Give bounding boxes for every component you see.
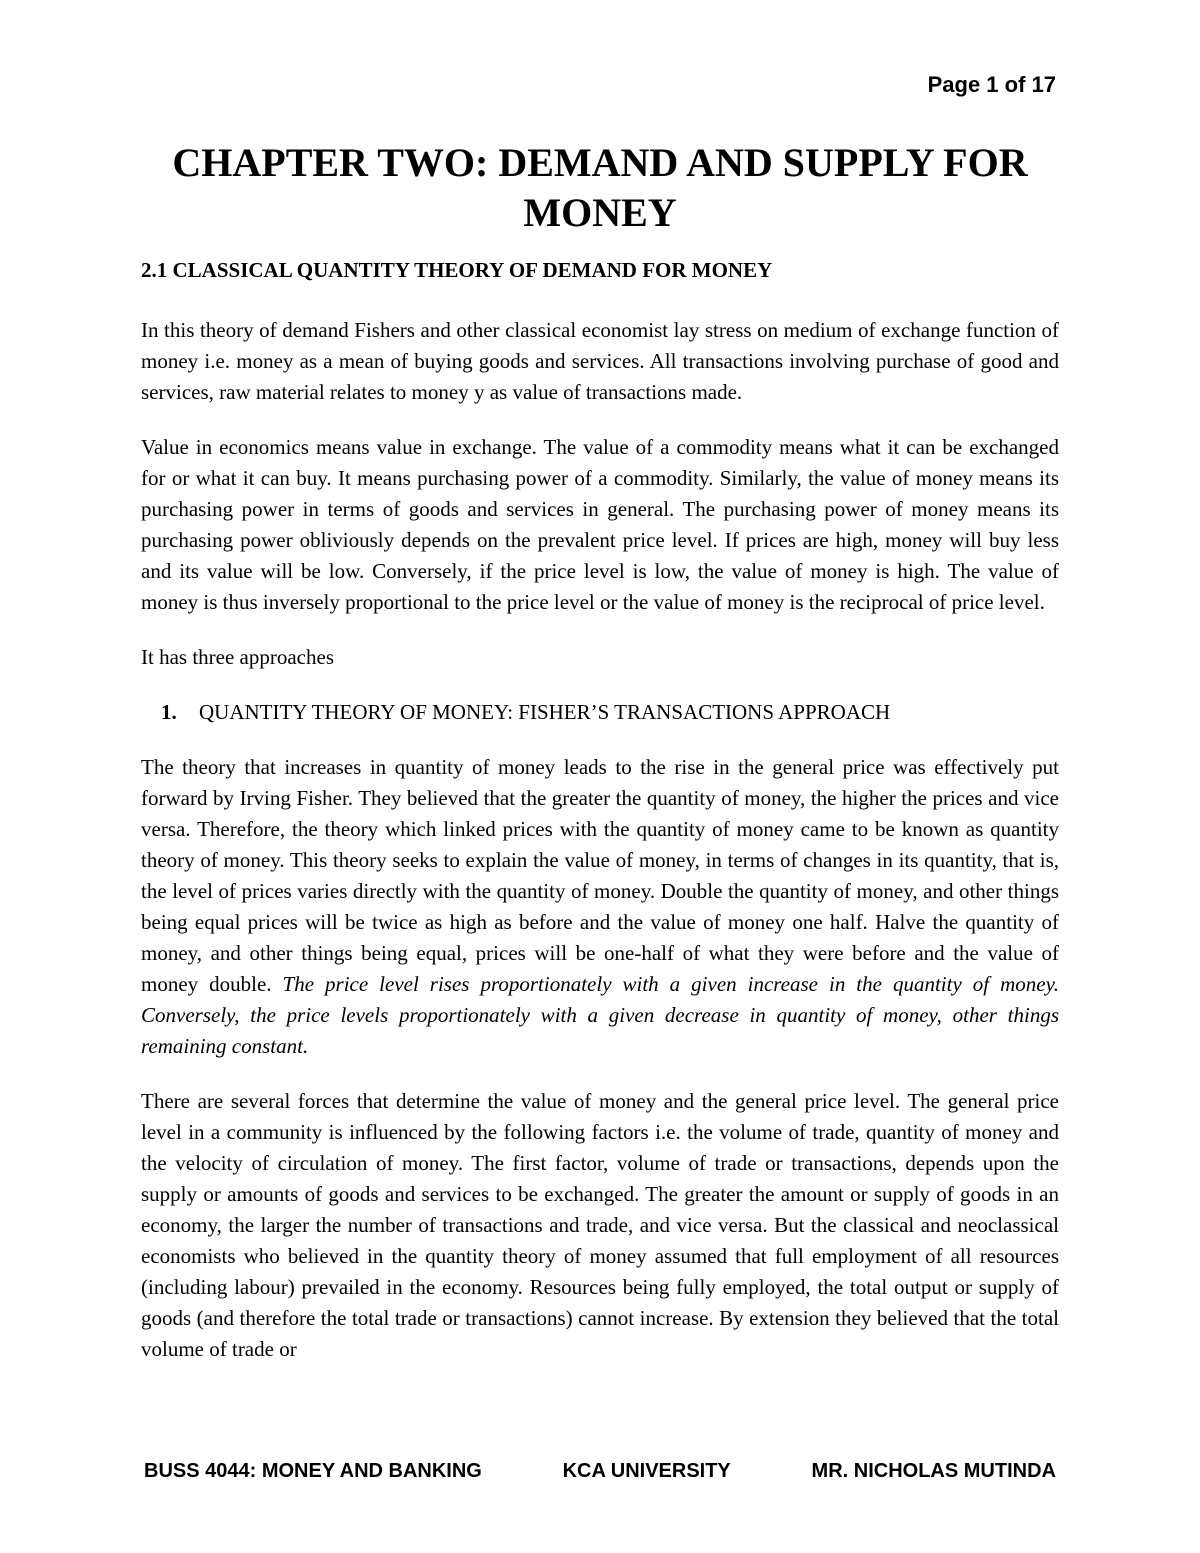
footer-course: BUSS 4044: MONEY AND BANKING xyxy=(144,1460,482,1482)
heading-text: QUANTITY THEORY OF MONEY: FISHER’S TRANSACTIONS APPROACH xyxy=(199,700,891,724)
paragraph-fisher-regular-text: The theory that increases in quantity of money leads to the rise in the general price was effectively put forward by Irving Fisher. They believed that the greater the quantity of money, the higher the prices and vice versa. Therefore, the theory which linked prices with the quantity of money came to be known as quantity theory of money. This theory seeks to explain the value of money, in terms of changes in its quantity, that is, the level of prices varies directly with the quantity of money. Double the quantity of money, and other things being equal prices will be twice as high as before and the value of money one half. Halve the quantity of money, and other things being equal, prices will be one-half of what they were before and the value of money double. xyxy=(141,755,1059,996)
heading-number: 1. xyxy=(161,700,177,724)
paragraph-value-of-money: Value in economics means value in exchange. The value of a commodity means what it can be exchanged for or what it can buy. It means purchasing power of a commodity. Similarly, the value of money means its purchasing power in terms of goods and services in general. The purchasing power of money means its purchasing power obliviously depends on the prevalent price level. If prices are high, money will buy less and its value will be low. Conversely, if the price level is low, the value of money is high. The value of money is thus inversely proportional to the price level or the value of money is the reciprocal of price level. xyxy=(141,435,1059,614)
section-heading: 2.1 CLASSICAL QUANTITY THEORY OF DEMAND FOR MONEY xyxy=(141,258,773,282)
paragraph-fisher-theory xyxy=(141,752,1059,1062)
paragraph-three-approaches: It has three approaches xyxy=(141,645,334,669)
paragraph-medium-of-exchange: In this theory of demand Fishers and other classical economist lay stress on medium of exchange function of money i.e. money as a mean of buying goods and services. All transactions involving purchase of good and services, raw material relates to money y as value of transactions made. xyxy=(141,318,1059,404)
page-number: Page 1 of 17 xyxy=(927,72,1056,97)
chapter-title-line-2: MONEY xyxy=(523,190,677,235)
paragraph-fisher-italic-text: The price level rises proportionately with a given increase in the quantity of money. Conversely, the price levels proportionately with a given decrease in quantity of money, other things remaining constant. xyxy=(141,972,1059,1058)
footer-university: KCA UNIVERSITY xyxy=(562,1460,731,1482)
paragraph-price-level-forces: There are several forces that determine the value of money and the general price level. The general price level in a community is influenced by the following factors i.e. the volume of trade, quantity of money and the velocity of circulation of money. The first factor, volume of trade or transactions, depends upon the supply or amounts of goods and services to be exchanged. The greater the amount or supply of goods in an economy, the larger the number of transactions and trade, and vice versa. But the classical and neoclassical economists who believed in the quantity theory of money assumed that full employment of all resources (including labour) prevailed in the economy. Resources being fully employed, the total output or supply of goods (and therefore the total trade or transactions) cannot increase. By extension they believed that the total volume of trade or xyxy=(141,1089,1059,1361)
footer-lecturer: MR. NICHOLAS MUTINDA xyxy=(811,1460,1056,1482)
chapter-title-line-1: CHAPTER TWO: DEMAND AND SUPPLY FOR xyxy=(172,140,1028,185)
document-body xyxy=(141,255,1059,1389)
numbered-heading-fisher xyxy=(141,697,1059,728)
page-footer xyxy=(144,1460,1056,1483)
chapter-title xyxy=(144,138,1056,238)
